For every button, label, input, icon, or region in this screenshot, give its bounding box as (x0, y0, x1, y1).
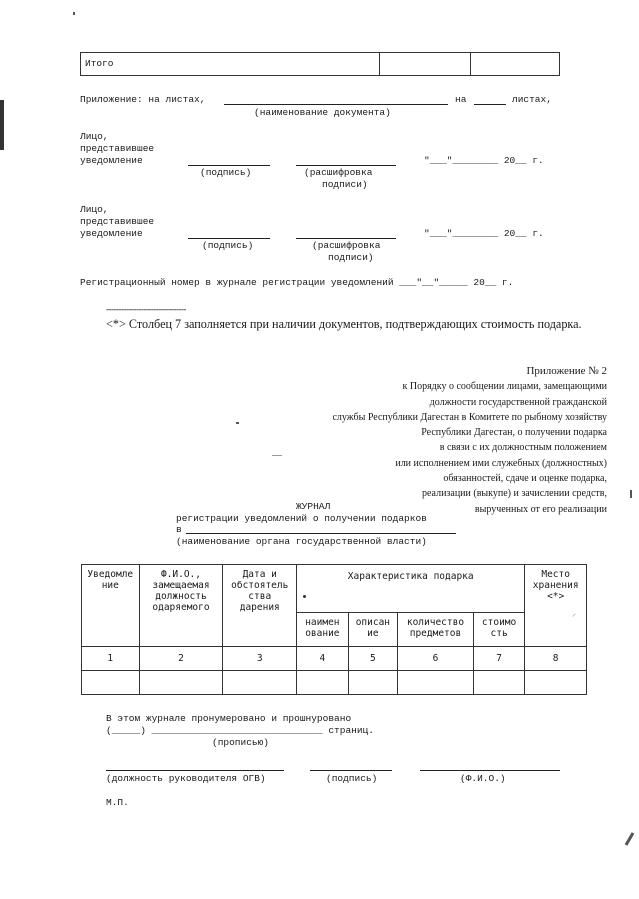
header-text: ие (367, 628, 379, 639)
header-text: замещаемая (152, 580, 210, 591)
submitter-label-line2: представившее (80, 143, 155, 154)
total-table (80, 52, 560, 76)
journal-table (81, 564, 587, 695)
header-text: дарения (239, 602, 280, 613)
stray-dot (303, 595, 306, 598)
table-cell (473, 671, 525, 695)
signature-caption: (подпись) (202, 240, 254, 251)
appendix-line: в связи с их должностным положением (439, 442, 607, 454)
table-row-empty (82, 671, 587, 695)
attachment-document-line (224, 104, 448, 105)
header-text: Дата и (242, 569, 277, 580)
total-label-cell (81, 53, 380, 76)
appendix-line: должности государственной гражданской (429, 396, 607, 408)
header-text: сть (490, 628, 508, 639)
header-text: хранения (532, 580, 579, 591)
col-storage (525, 565, 587, 647)
scan-mark-left (0, 100, 4, 150)
table-cell (348, 671, 397, 695)
column-number: 4 (297, 647, 349, 671)
header-text: описан (355, 617, 391, 628)
registration-line: Регистрационный номер в журнале регистрации уведомлений ___"__"_____ 20__ г. (80, 277, 514, 288)
decode-line (296, 165, 396, 166)
appendix-line: обязанностей, сдаче и оценке подарка, (443, 473, 607, 485)
header-text: Место (541, 569, 570, 580)
table-cell (297, 671, 349, 695)
stamp-place: М.П. (106, 797, 129, 808)
header-text: Ф.И.О., (160, 569, 201, 580)
signature-line (188, 165, 270, 166)
attachment-sheets-line (474, 104, 506, 105)
total-cell-1 (380, 53, 471, 76)
journal-in: в (176, 524, 182, 535)
col-gift-quantity (398, 613, 474, 647)
total-cell-2 (471, 53, 560, 76)
decode-caption-2: подписи) (322, 179, 368, 190)
signature-line (188, 238, 270, 239)
header-text: обстоятель (231, 580, 289, 591)
appendix-header (332, 364, 607, 517)
col-gift-name (297, 613, 349, 647)
attachment-prefix: Приложение: на листах, (80, 94, 206, 105)
footnote-text: <*> Столбец 7 заполняется при наличии документов, подтверждающих стоимость подарка. (106, 317, 582, 331)
numbered-statement: В этом журнале пронумеровано и прошнуровано (106, 713, 352, 724)
fio-caption: (Ф.И.О.) (460, 773, 506, 784)
scan-mark-speck (236, 422, 239, 424)
col-notification (82, 565, 140, 647)
journal-title: ЖУРНАЛ (296, 501, 331, 512)
header-text: наимен (305, 617, 340, 628)
table-row-numbers (82, 647, 587, 671)
page-count-caption: (прописью) (212, 737, 270, 748)
column-number: 5 (348, 647, 397, 671)
check-mark: ⸝ (572, 609, 576, 618)
signature-caption: (подпись) (200, 167, 252, 178)
journal-subtitle: регистрации уведомлений о получении подарков (176, 513, 427, 524)
table-cell (525, 671, 587, 695)
appendix-title: Приложение № 2 (526, 365, 607, 377)
scan-mark-top (73, 12, 75, 15)
submitter-label-line1: Лицо, (80, 131, 109, 142)
col-fio (139, 565, 223, 647)
header-text: одаряемого (152, 602, 210, 613)
total-label: Итого (85, 58, 114, 69)
scan-mark-speck-2 (272, 455, 282, 456)
header-text: ства (248, 591, 272, 602)
date-field: "___"________ 20__ г. (424, 228, 544, 239)
fio-line (420, 770, 560, 771)
submitter-label-line1: Лицо, (80, 204, 109, 215)
header-text: предметов (409, 628, 462, 639)
header-text: Характеристика подарка (347, 571, 474, 582)
page-count-line: (_____) ______________________________ страниц. (106, 725, 374, 736)
org-name-line (186, 533, 456, 534)
submitter-label-line3: уведомление (80, 155, 143, 166)
column-number: 7 (473, 647, 525, 671)
date-field: "___"________ 20__ г. (424, 155, 544, 166)
header-text: <*> (547, 591, 565, 602)
header-text: Уведомле (87, 569, 134, 580)
appendix-line: Республики Дагестан, о получении подарка (421, 427, 607, 439)
decode-caption-1: (расшифровка (312, 240, 381, 251)
scan-mark-bottom-right (625, 832, 635, 846)
table-cell (82, 671, 140, 695)
decode-line (296, 238, 396, 239)
org-caption: (наименование органа государственной власти) (176, 536, 427, 547)
position-caption: (должность руководителя ОГВ) (106, 773, 266, 784)
col-gift-description (348, 613, 397, 647)
appendix-line: службы Республики Дагестан в Комитете по рыбному хозяйству (332, 411, 607, 423)
column-number: 2 (139, 647, 223, 671)
appendix-line: реализации (выкупе) и зачислении средств, (422, 488, 607, 500)
col-date (223, 565, 297, 647)
decode-caption-2: подписи) (328, 252, 374, 263)
signature-line (310, 770, 392, 771)
table-cell (139, 671, 223, 695)
appendix-line: или исполнением ими служебных (должностных) (395, 457, 607, 469)
header-text: ние (101, 580, 119, 591)
position-line (106, 770, 284, 771)
table-cell (398, 671, 474, 695)
submitter-label-line2: представившее (80, 216, 155, 227)
header-text: должность (155, 591, 207, 602)
decode-caption-1: (расшифровка (304, 167, 373, 178)
column-number: 1 (82, 647, 140, 671)
col-gift-cost (473, 613, 525, 647)
attachment-on: на (455, 94, 467, 105)
column-number: 3 (223, 647, 297, 671)
col-gift-characteristics (297, 565, 525, 613)
header-text: количество (406, 617, 465, 628)
column-number: 8 (525, 647, 587, 671)
footnote-separator: -------------------------------- (106, 304, 186, 314)
submitter-label-line3: уведомление (80, 228, 143, 239)
signature-caption: (подпись) (326, 773, 378, 784)
attachment-caption: (наименование документа) (254, 107, 391, 118)
scan-mark-right (630, 490, 632, 498)
attachment-sheets: листах, (512, 94, 552, 105)
header-text: ование (305, 628, 340, 639)
table-cell (223, 671, 297, 695)
appendix-line: к Порядку о сообщении лицами, замещающими (402, 381, 607, 393)
column-number: 6 (398, 647, 474, 671)
header-text: стоимо (481, 617, 517, 628)
appendix-line: вырученных от его реализации (474, 503, 607, 515)
